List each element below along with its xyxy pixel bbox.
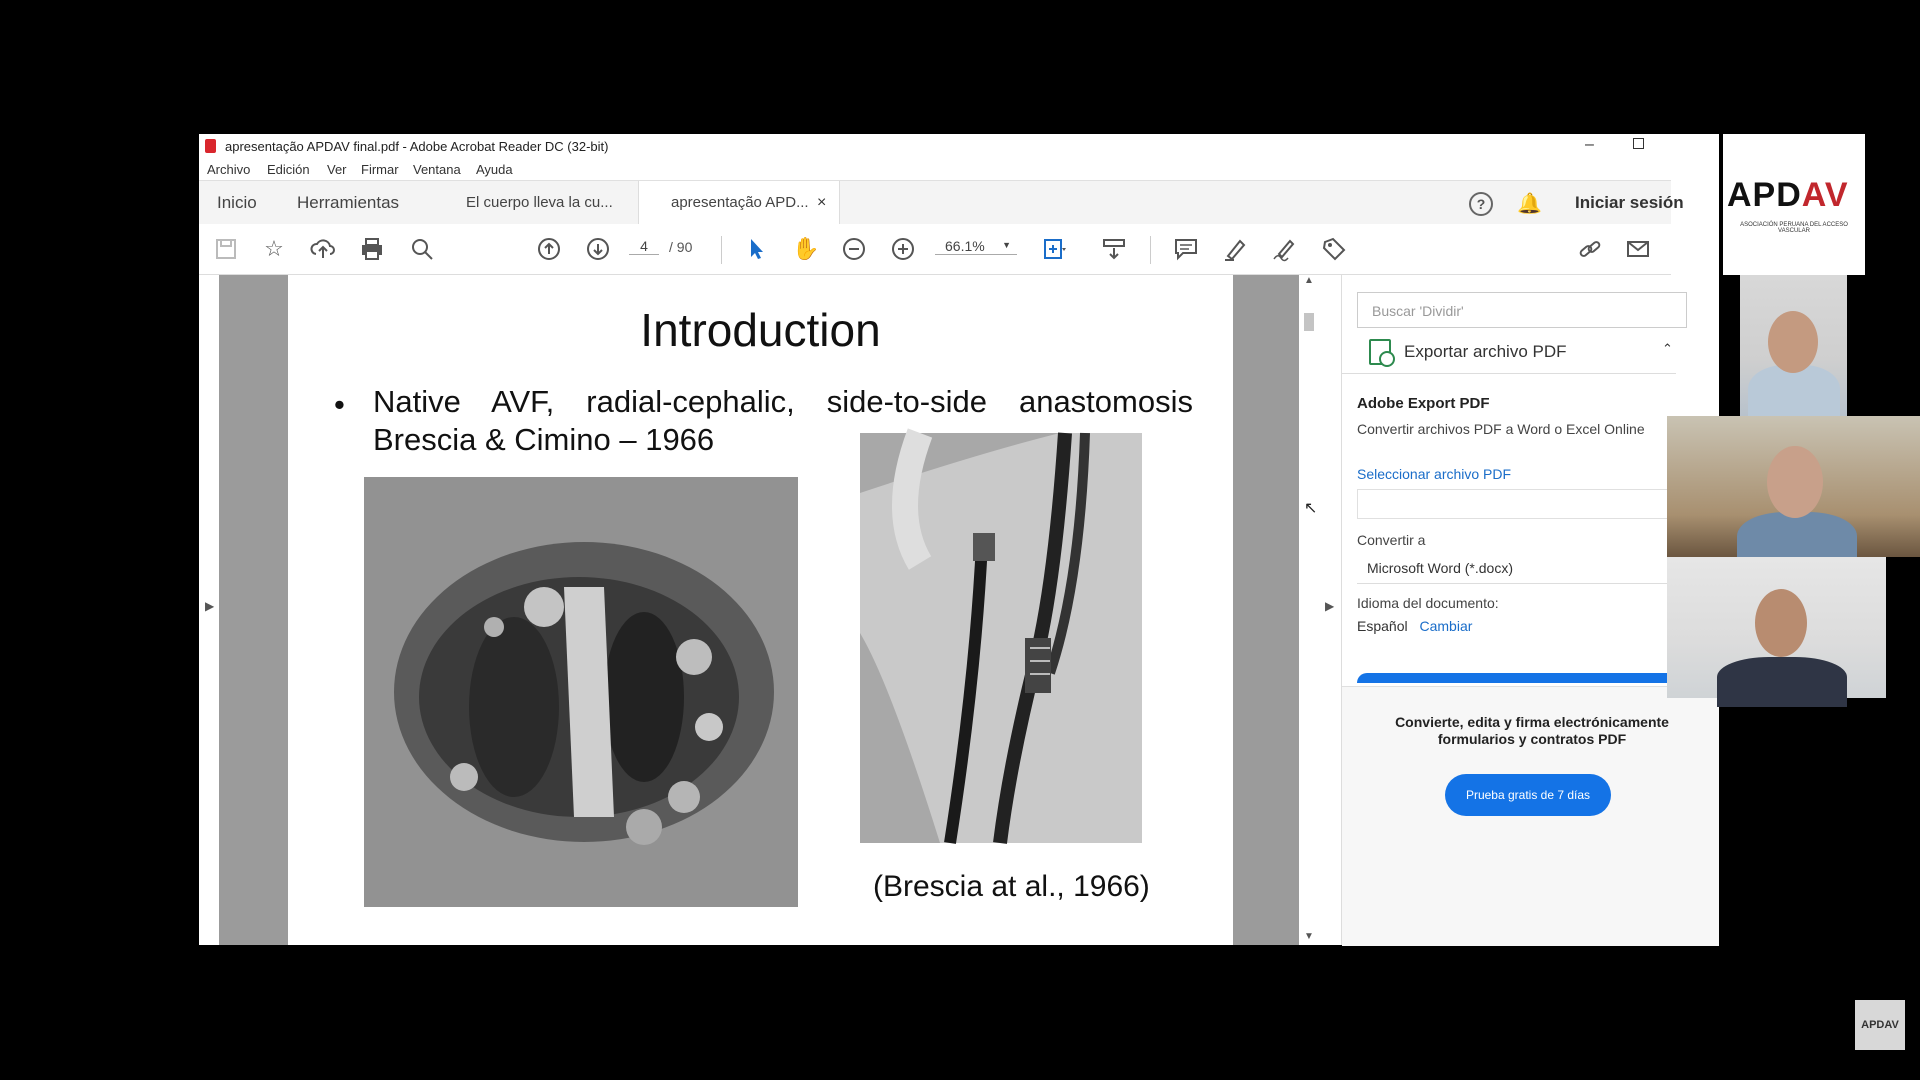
document-language-value: Español	[1357, 618, 1408, 634]
bell-icon[interactable]: 🔔	[1517, 193, 1542, 215]
participant-body	[1717, 657, 1847, 707]
tab-document-2-label: apresentação APD...	[671, 194, 809, 211]
search-icon[interactable]	[409, 236, 435, 262]
tab-bar	[199, 180, 1684, 226]
acrobat-app-icon	[205, 139, 216, 153]
menu-ayuda[interactable]: Ayuda	[476, 162, 513, 177]
chevron-right-icon: ▶	[1325, 599, 1335, 613]
document-language-row	[1357, 618, 1472, 634]
next-page-icon[interactable]	[585, 236, 611, 262]
citation-text: (Brescia at al., 1966)	[873, 870, 1150, 903]
fit-page-icon[interactable]	[1041, 236, 1067, 262]
apdav-logo-tile	[1723, 134, 1865, 275]
chevron-down-icon: ▼	[1002, 240, 1011, 250]
select-cursor-icon[interactable]	[743, 236, 769, 262]
convert-button[interactable]	[1357, 673, 1683, 683]
tab-document-1[interactable]: El cuerpo lleva la cu...	[466, 194, 613, 211]
convert-format-value: Microsoft Word (*.docx)	[1367, 560, 1513, 576]
slide-title: Introduction	[640, 304, 881, 356]
pdf-page	[288, 275, 1233, 945]
restore-button[interactable]	[1633, 138, 1644, 149]
menu-bar	[199, 158, 1671, 180]
convert-to-label: Convertir a	[1357, 532, 1426, 548]
menu-archivo[interactable]: Archivo	[207, 162, 251, 177]
share-link-icon[interactable]	[1577, 236, 1603, 262]
zoom-in-icon[interactable]	[890, 236, 916, 262]
select-pdf-link[interactable]: Seleccionar archivo PDF	[1357, 466, 1512, 482]
title-bar	[199, 134, 1671, 158]
sign-icon[interactable]	[1271, 236, 1297, 262]
zoom-level-value: 66.1%	[945, 238, 985, 254]
toolbar-divider	[721, 236, 722, 264]
hand-tool-icon[interactable]: ✋	[792, 236, 820, 261]
export-pdf-label: Exportar archivo PDF	[1404, 342, 1567, 361]
bookmark-star-icon[interactable]: ☆	[264, 236, 284, 261]
sign-in-button[interactable]: Iniciar sesión	[1575, 193, 1684, 212]
toolbar	[199, 224, 1671, 275]
convert-format-select[interactable]	[1357, 552, 1687, 584]
menu-edicion[interactable]: Edición	[267, 162, 310, 177]
document-language-label: Idioma del documento:	[1357, 595, 1499, 611]
surgical-photo	[364, 477, 798, 907]
tab-herramientas[interactable]: Herramientas	[297, 193, 400, 212]
export-subtitle: Convertir archivos PDF a Word o Excel Online	[1357, 421, 1645, 437]
scroll-up-icon[interactable]: ▲	[1304, 275, 1314, 286]
participant-head	[1768, 311, 1818, 373]
bullet-line-1: Native AVF, radial-cephalic, side-to-side anastomosis	[373, 384, 1193, 419]
close-tab-icon[interactable]: ×	[817, 194, 827, 211]
bullet-line-2: Brescia & Cimino – 1966	[373, 422, 715, 457]
participant-video-1[interactable]	[1740, 275, 1847, 416]
page-total: / 90	[669, 239, 693, 255]
tag-icon[interactable]	[1321, 236, 1347, 262]
export-heading: Adobe Export PDF	[1357, 395, 1490, 412]
apdav-tagline: ASOCIACIÓN PERUANA DEL ACCESO VASCULAR	[1740, 222, 1848, 234]
right-pane-toggle[interactable]	[1319, 275, 1342, 945]
export-arrow-icon	[1379, 351, 1395, 367]
participant-head	[1767, 446, 1823, 518]
scroll-mode-icon[interactable]	[1101, 236, 1127, 262]
window-title: apresentação APDAV final.pdf - Adobe Acrobat Reader DC (32-bit)	[225, 139, 609, 154]
left-panel-toggle[interactable]	[199, 275, 219, 945]
chevron-up-icon[interactable]: ⌃	[1662, 341, 1673, 356]
page-number-input[interactable]: 4	[629, 238, 659, 255]
tab-document-2[interactable]	[638, 181, 840, 225]
menu-firmar[interactable]: Firmar	[361, 162, 399, 177]
zoom-level-select[interactable]	[935, 238, 1017, 255]
bullet-marker: •	[334, 387, 345, 422]
document-scrollbar[interactable]	[1299, 275, 1319, 945]
print-icon[interactable]	[359, 236, 385, 262]
catheter-photo	[860, 433, 1142, 843]
scrollbar-thumb[interactable]	[1304, 313, 1314, 331]
zoom-out-icon[interactable]	[841, 236, 867, 262]
selected-file-field[interactable]	[1357, 489, 1689, 519]
previous-page-icon[interactable]	[536, 236, 562, 262]
highlight-pen-icon[interactable]	[1222, 236, 1248, 262]
save-icon[interactable]	[213, 236, 239, 262]
participant-video-3[interactable]	[1667, 557, 1886, 698]
participant-head	[1755, 589, 1807, 657]
logo-text-av: AV	[1801, 176, 1849, 214]
acrobat-window	[199, 134, 1719, 945]
promo-text: Convierte, edita y firma electrónicamente formularios y contratos PDF	[1395, 714, 1669, 747]
toolbar-divider	[1150, 236, 1151, 264]
minimize-button[interactable]: –	[1585, 136, 1594, 153]
menu-ver[interactable]: Ver	[327, 162, 347, 177]
promo-panel	[1342, 686, 1719, 946]
logo-text-apd: APD	[1727, 176, 1802, 214]
menu-ventana[interactable]: Ventana	[413, 162, 461, 177]
upload-cloud-icon[interactable]	[310, 236, 336, 262]
apdav-watermark-logo: APDAV	[1855, 1000, 1905, 1050]
scroll-down-icon[interactable]: ▼	[1304, 931, 1314, 942]
help-icon[interactable]: ?	[1469, 192, 1493, 216]
participant-video-2[interactable]	[1667, 416, 1920, 557]
document-viewport[interactable]	[199, 275, 1299, 945]
mouse-cursor-icon: ↖	[1304, 500, 1318, 517]
tab-inicio[interactable]: Inicio	[217, 193, 257, 212]
chevron-right-icon: ▶	[205, 599, 215, 613]
right-tools-pane	[1342, 275, 1719, 945]
export-pdf-header[interactable]	[1342, 335, 1676, 374]
apdav-logo-text	[1727, 176, 1849, 215]
email-icon[interactable]	[1625, 236, 1651, 262]
comment-icon[interactable]	[1173, 236, 1199, 262]
free-trial-button[interactable]: Prueba gratis de 7 días	[1445, 774, 1611, 816]
tools-search-input[interactable]: Buscar 'Dividir'	[1357, 292, 1687, 328]
change-language-link[interactable]: Cambiar	[1419, 618, 1473, 634]
